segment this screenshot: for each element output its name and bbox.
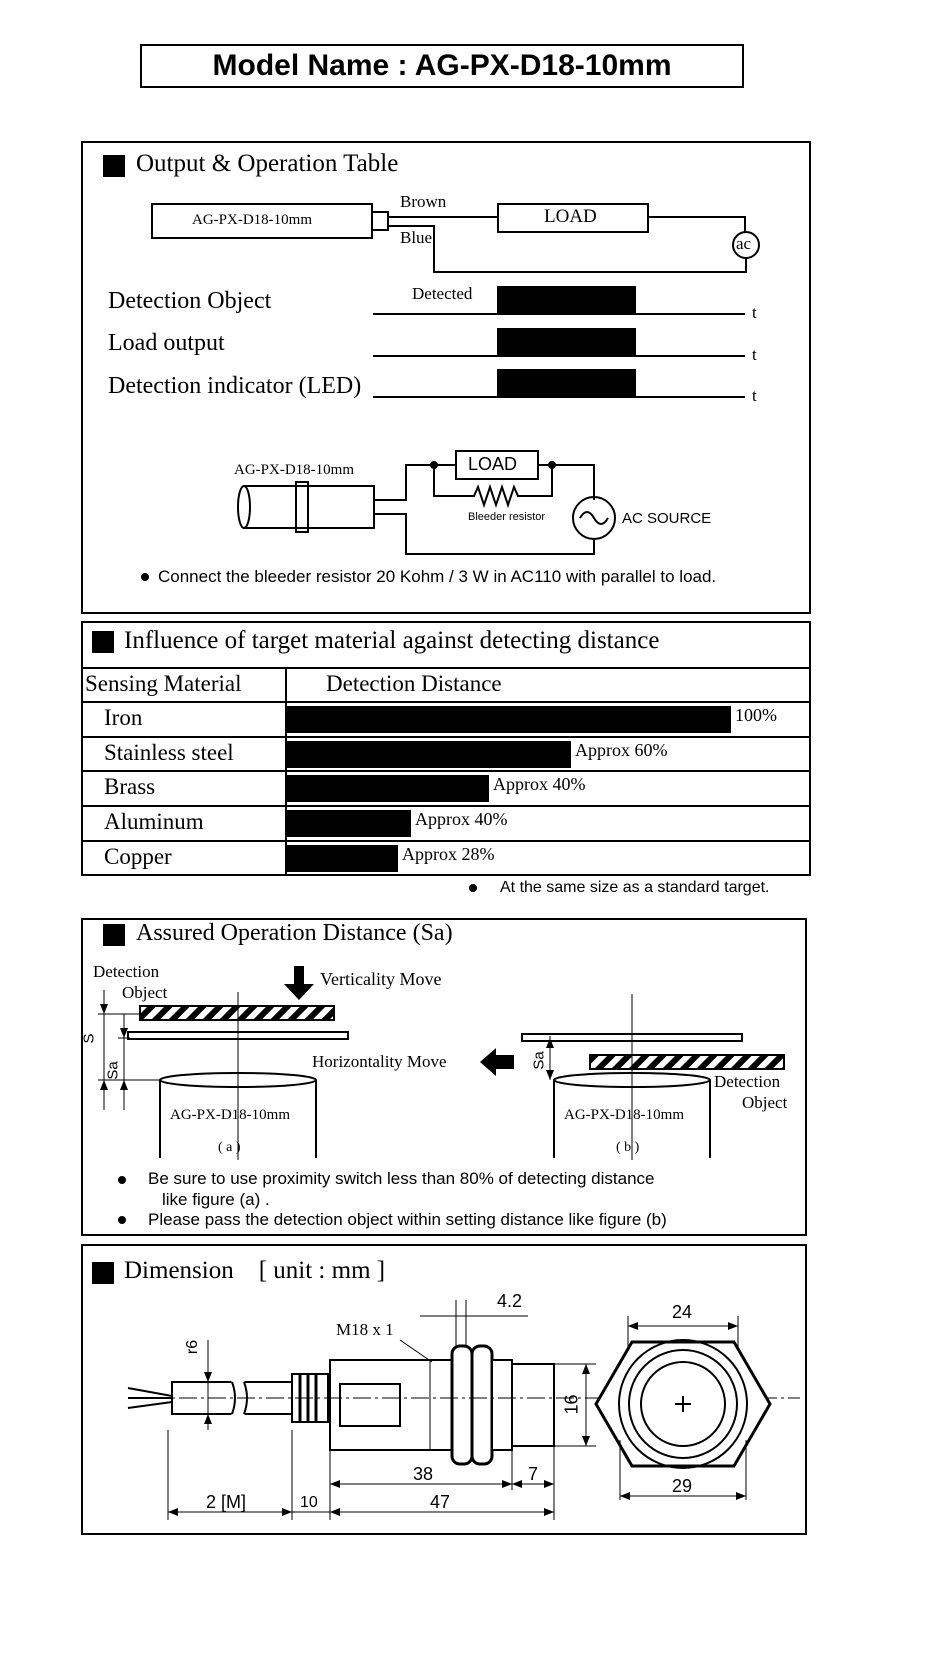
detection-object-a-line2: Object: [122, 983, 168, 1002]
dim-2m: 2 [M]: [206, 1492, 247, 1512]
wire-brown-label: Brown: [400, 192, 447, 211]
dim-r6: r6: [184, 1339, 202, 1355]
fig-a-label: ( a ): [218, 1140, 241, 1155]
page-title: Model Name : AG-PX-D18-10mm: [212, 49, 672, 82]
influence-note: At the same size as a standard target.: [500, 879, 770, 896]
dimension-heading: Dimension [ unit : mm ]: [124, 1257, 386, 1284]
circuit-sensor-label: AG-PX-D18-10mm: [234, 462, 354, 478]
axis-t-2: t: [752, 345, 757, 364]
material-name: Iron: [104, 705, 143, 730]
assured-heading: Assured Operation Distance (Sa): [136, 920, 453, 946]
distance-value: 100%: [735, 705, 777, 725]
material-name: Stainless steel: [104, 740, 234, 765]
sensor-label-a: AG-PX-D18-10mm: [170, 1107, 290, 1123]
detection-object-b-line2: Object: [742, 1093, 788, 1112]
timing-label-load-output: Load output: [108, 330, 225, 356]
material-name: Aluminum: [104, 809, 204, 834]
distance-value: Approx 60%: [575, 740, 668, 760]
dim-4-2: 4.2: [497, 1291, 523, 1311]
col-header-distance: Detection Distance: [326, 671, 502, 696]
output-section-heading: Output & Operation Table: [136, 150, 399, 177]
detected-label: Detected: [412, 284, 473, 303]
distance-value: Approx 40%: [415, 809, 508, 829]
dim-7: 7: [528, 1464, 539, 1484]
ac-source-label: AC SOURCE: [622, 510, 712, 527]
load-label: LOAD: [544, 206, 597, 227]
bleeder-resistor-label: Bleeder resistor: [468, 511, 546, 523]
dim-29: 29: [672, 1476, 693, 1496]
col-header-material: Sensing Material: [85, 671, 242, 696]
axis-t-3: t: [752, 386, 757, 405]
assured-bullet1-line1: Be sure to use proximity switch less than 80% of detecting distance: [148, 1169, 655, 1188]
timing-label-led: Detection indicator (LED): [108, 373, 362, 399]
bleeder-note: Connect the bleeder resistor 20 Kohm / 3 W in AC110 with parallel to load.: [158, 567, 717, 586]
detection-object-b-line1: Detection: [714, 1072, 781, 1091]
label-sa-a: Sa: [104, 1061, 122, 1080]
assured-bullet1-line2: like figure (a) .: [162, 1190, 270, 1209]
fig-b-label: ( b ): [616, 1140, 640, 1155]
distance-value: Approx 28%: [402, 844, 495, 864]
sensor-label-b: AG-PX-D18-10mm: [564, 1107, 684, 1123]
ac-label: ac: [736, 234, 752, 253]
material-name: Copper: [104, 844, 172, 869]
verticality-move-label: Verticality Move: [320, 969, 442, 989]
dim-16: 16: [561, 1394, 582, 1415]
wire-blue-label: Blue: [400, 228, 433, 247]
dim-38: 38: [413, 1464, 434, 1484]
material-name: Brass: [104, 774, 156, 799]
horizontality-move-label: Horizontality Move: [312, 1052, 447, 1071]
circuit-load-label: LOAD: [468, 454, 518, 474]
dim-10: 10: [300, 1494, 318, 1511]
dim-24: 24: [672, 1302, 693, 1322]
label-s: S: [80, 1033, 98, 1044]
assured-bullet2: Please pass the detection object within setting distance like figure (b): [148, 1210, 667, 1229]
influence-heading: Influence of target material against detecting distance: [124, 627, 660, 654]
distance-value: Approx 40%: [493, 774, 586, 794]
detection-object-a-line1: Detection: [93, 962, 160, 981]
axis-t-1: t: [752, 303, 757, 322]
thread-label: M18 x 1: [336, 1320, 394, 1339]
dim-47: 47: [430, 1492, 451, 1512]
label-sa-b: Sa: [530, 1051, 548, 1070]
sensor-label: AG-PX-D18-10mm: [192, 212, 312, 228]
timing-label-detection-object: Detection Object: [108, 288, 272, 314]
